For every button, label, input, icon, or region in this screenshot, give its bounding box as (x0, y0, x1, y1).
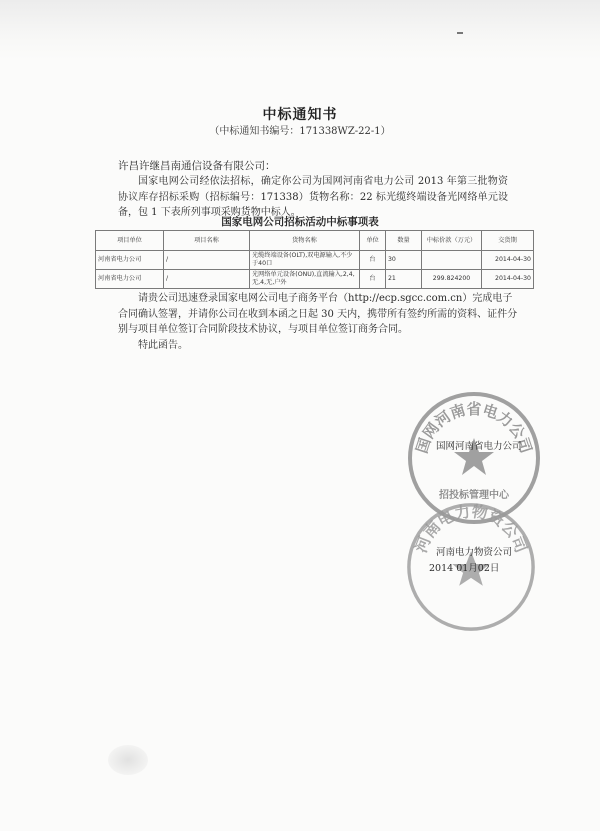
cell-delivery: 2014-04-30 (482, 270, 534, 289)
closing-paragraph (118, 291, 518, 353)
cell-qty: 21 (386, 270, 422, 289)
header-goods-name: 货物名称 (250, 231, 360, 251)
table-header-row (96, 231, 534, 251)
closing-line: 特此函告。 (138, 339, 188, 351)
table-row (96, 270, 534, 289)
cell-goods: 光网络单元设备(ONU),直流输入,2,4,无,4,无,户外 (250, 270, 360, 289)
signatory-2: 河南电力物资公司 (436, 547, 513, 558)
header-measure: 单位 (360, 231, 386, 251)
cell-measure: 台 (360, 251, 386, 270)
header-quantity: 数量 (386, 231, 422, 251)
document-title: 中标通知书 (262, 107, 338, 123)
table-title: 国家电网公司招标活动中标事项表 (221, 216, 379, 228)
cell-qty: 30 (386, 251, 422, 270)
cell-goods: 光缆终端设备(OLT),双电源输入,不少于40口 (250, 251, 360, 270)
seal-subtext: 招投标管理中心 (439, 490, 509, 501)
closing-body: 请贵公司迅速登录国家电网公司电子商务平台（http://ecp.sgcc.com.cn）完成电子合同确认签署，并请你公司在收到本函之日起 30 天内，携带所有签约所需的资料、证件分别与项目单位签订合同阶段技术协议，与项目单位签订商务合同。 (118, 293, 518, 335)
cell-unit: 河南省电力公司 (96, 251, 164, 270)
notice-number: （中标通知书编号：171338WZ-22-1） (209, 126, 391, 137)
body-paragraph: 国家电网公司经依法招标，确定你公司为国网河南省电力公司 2013 年第三批物资协议库存招标采购（招标编号：171338）货物名称：22 标光缆终端设备光网络单元设备，包 1 下表所列事项采购货物中标人。 (118, 176, 508, 218)
cell-project: / (164, 251, 250, 270)
scan-shadow (0, 0, 600, 60)
award-table (95, 230, 534, 289)
seal-text: 国网河南省电力公司 (412, 400, 536, 456)
cell-unit: 河南省电力公司 (96, 270, 164, 289)
cell-project: / (164, 270, 250, 289)
header-price: 中标价款（万元） (422, 231, 482, 251)
cell-measure: 台 (360, 270, 386, 289)
header-project-name: 项目名称 (164, 231, 250, 251)
table-row (96, 251, 534, 270)
scan-mark (457, 32, 463, 34)
cell-delivery: 2014-04-30 (482, 251, 534, 270)
scan-smudge (108, 745, 148, 775)
issue-date: 2014 01月02日 (429, 563, 500, 574)
seal-text: 河南电力物资公司 (411, 501, 531, 556)
cell-price: 299.824200 (422, 270, 482, 289)
addressee: 许昌许继昌南通信设备有限公司： (118, 160, 276, 172)
cell-price (422, 251, 482, 270)
header-delivery: 交货期 (482, 231, 534, 251)
signatory-1: 国网河南省电力公司 (436, 441, 522, 452)
header-project-unit: 项目单位 (96, 231, 164, 251)
